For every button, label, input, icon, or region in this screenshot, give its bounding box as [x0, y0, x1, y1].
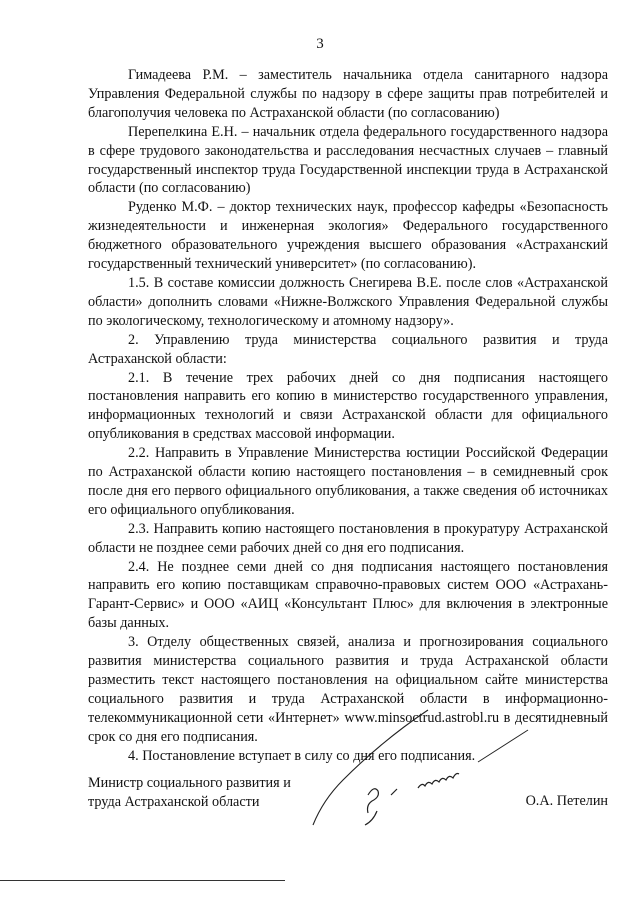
paragraph-rudenko: Руденко М.Ф. – доктор технических наук, профессор кафедры «Безопасность жизнедеятельности и инженерная экология» Федерального государственного бюджетного образовательного учреждения высшего образования «Астраханский государственный технический университет» (по согласованию).: [88, 199, 608, 273]
page-number: 3: [316, 36, 324, 52]
signatory-position-line1: Министр социального развития и: [88, 775, 291, 791]
handwritten-signature: [303, 700, 533, 830]
paragraph-2-2: 2.2. Направить в Управление Министерства юстиции Российской Федерации по Астраханской области копию настоящего постановления – в семидневный срок после дня его первого официального опубликования, а также сведения об источниках его официального опубликования.: [88, 445, 608, 518]
signatory-name: О.А. Петелин: [525, 793, 608, 809]
paragraph-perepelkina: Перепелкина Е.Н. – начальник отдела федерального государственного надзора в сфере трудового законодательства и расследования несчастных случаев – главный государственный инспектор труда Государственной инспекции труда в Астраханской области (по согласованию): [88, 123, 608, 197]
signatory-position: [88, 774, 291, 812]
paragraph-4: 4. Постановление вступает в силу со дня его подписания.: [128, 747, 476, 764]
document-body: [88, 66, 608, 766]
paragraph-3: 3. Отделу общественных связей, анализа и прогнозирования социального развития министерства социального развития и труда Астраханской области разместить текст настоящего постановления на официальном сайте министерства социального развития и труда Астраханской области в информационно-телекоммуникационной сети «Интернет» www.minsoctrud.astrobl.ru в десятидневный срок со дня его подписания.: [88, 634, 608, 745]
signature-block: [88, 760, 608, 840]
paragraph-2-4: 2.4. Не позднее семи дней со дня подписания настоящего постановления направить его копию поставщикам справочно-правовых систем ООО «Астрахань-Гарант-Сервис» и ООО «АИЦ «Консультант Плюс» для включения в электронные базы данных.: [88, 558, 608, 632]
paragraph-1-5: 1.5. В составе комиссии должность Снегирева В.Е. после слов «Астраханской области» дополнить словами «Нижне-Волжского Управления Федеральной службы по экологическому, технологическому и атомному надзору».: [88, 274, 608, 329]
paragraph-2: 2. Управлению труда министерства социального развития и труда Астраханской области:: [88, 331, 608, 367]
footer-rule: [0, 880, 285, 881]
paragraph-gimadeeva: Гимадеева Р.М. – заместитель начальника отдела санитарного надзора Управления Федеральной службы по надзору в сфере защиты прав потребителей и благополучия человека по Астраханской области (по согласованию): [88, 67, 608, 121]
paragraph-2-3: 2.3. Направить копию настоящего постановления в прокуратуру Астраханской области не позднее семи рабочих дней со дня его подписания.: [88, 520, 608, 556]
paragraph-2-1: 2.1. В течение трех рабочих дней со дня подписания настоящего постановления направить его копию в министерство государственного управления, информационных технологий и связи Астраханской области для официального опубликования в средствах массовой информации.: [88, 369, 608, 443]
signatory-position-line2: труда Астраханской области: [88, 793, 260, 810]
